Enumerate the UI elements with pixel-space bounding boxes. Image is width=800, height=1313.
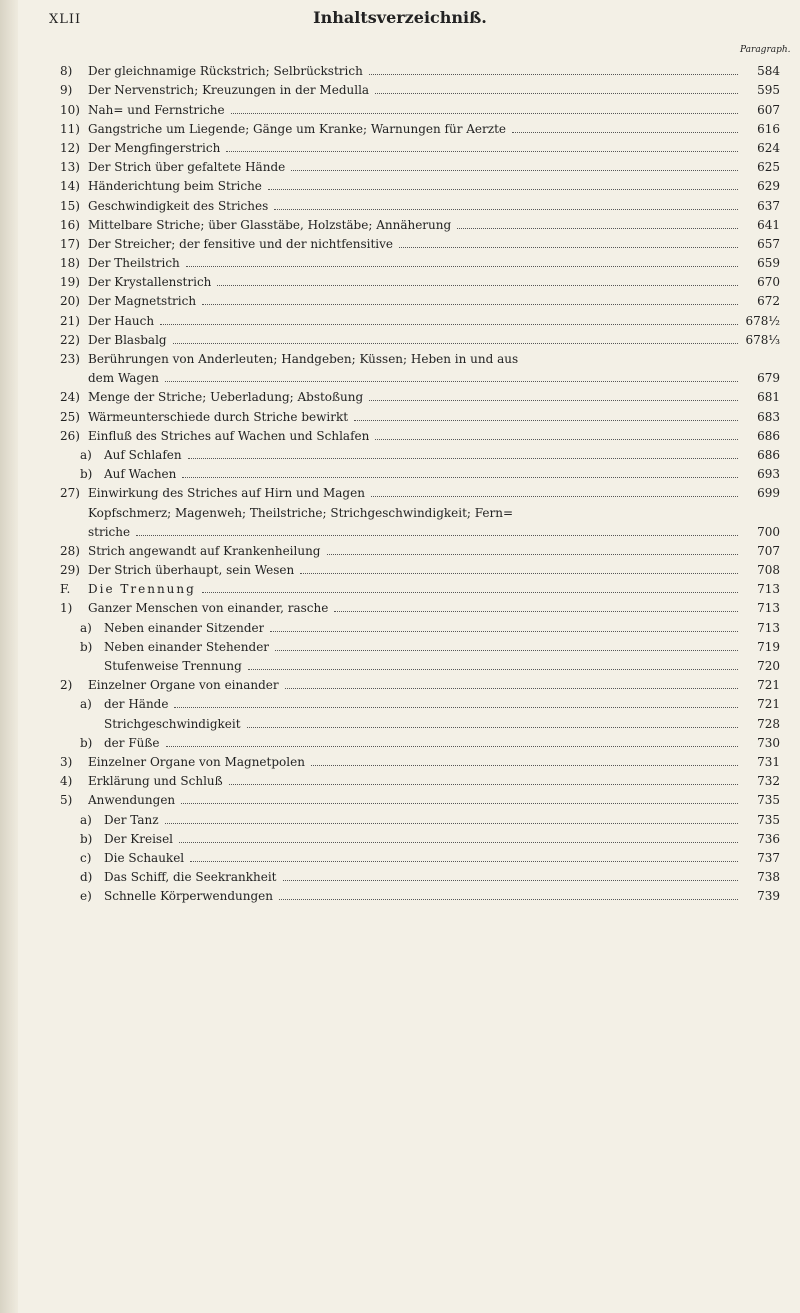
toc-entry [60,444,780,463]
toc-entry [60,290,780,309]
entry-page: 670 [757,275,780,290]
toc-entry [60,60,780,79]
entry-page: 700 [757,524,780,539]
entry-title: Einfluß des Striches auf Wachen und Schlafen [88,428,370,443]
entry-number: F. [60,582,71,597]
entry-number: b) [80,735,93,750]
entry-title: der Hände [104,697,169,712]
toc-entry [60,405,780,424]
entry-number: 27) [60,486,80,501]
entry-number: 19) [60,275,80,290]
toc-entry [60,118,780,137]
entry-page: 699 [757,486,780,501]
dot-leader [165,381,738,382]
entry-page: 678⅓ [745,332,780,347]
toc-entry [60,252,780,271]
entry-number: 17) [60,236,80,251]
entry-page: 735 [757,812,780,827]
dot-leader [182,477,738,478]
toc-entry [60,674,780,693]
entry-page: 686 [757,428,780,443]
entry-page: 607 [757,102,780,117]
dot-leader [369,74,738,75]
dot-leader [181,803,738,804]
dot-leader [188,458,738,459]
entry-title: Der Blasbalg [88,332,167,347]
dot-leader [136,535,738,536]
entry-page: 738 [757,870,780,885]
dot-leader [399,247,738,248]
dot-leader [173,343,738,344]
entry-page: 693 [757,467,780,482]
entry-page: 739 [757,889,780,904]
entry-page: 730 [757,735,780,750]
dot-leader [165,823,738,824]
toc-entry [60,521,780,540]
dot-leader [248,669,738,670]
toc-entry [60,616,780,635]
entry-page: 624 [757,140,780,155]
entry-page: 713 [757,582,780,597]
entry-title: Der gleichnamige Rückstrich; Selbrückstrich [88,64,363,79]
dot-leader [166,746,738,747]
toc-entry [60,386,780,405]
entry-number: 14) [60,179,80,194]
dot-leader [283,880,739,881]
entry-number: a) [80,697,92,712]
entry-number: 9) [60,83,73,98]
toc-entry [60,98,780,117]
dot-leader [275,650,738,651]
entry-page: 686 [757,447,780,462]
toc-entry [60,751,780,770]
entry-title: Menge der Striche; Ueberladung; Abstoßung [88,390,364,405]
entry-number: 16) [60,217,80,232]
toc-entry [60,194,780,213]
entry-page: 616 [757,121,780,136]
entry-title: Neben einander Sitzender [104,620,265,635]
entry-number: 25) [60,409,80,424]
entry-page: 713 [757,601,780,616]
entry-title: Strichgeschwindigkeit [104,716,241,731]
entry-title: Das Schiff, die Seekrankheit [104,870,277,885]
entry-number: 12) [60,140,80,155]
entry-number: 1) [60,601,73,616]
entry-title: Geschwindigkeit des Striches [88,198,269,213]
entry-title: Der Nervenstrich; Kreuzungen in der Medulla [88,83,370,98]
entry-page: 641 [757,217,780,232]
entry-title: Anwendungen [88,793,176,808]
toc-entry [60,712,780,731]
entry-title: Kopfschmerz; Magenweh; Theilstriche; Strichgeschwindigkeit; Fern= [88,505,514,520]
entry-title: dem Wagen [88,371,159,386]
entry-title: Der Theilstrich [88,256,180,271]
toc-entry [60,866,780,885]
page-title: Inhaltsverzeichniß. [313,8,487,27]
dot-leader [375,439,738,440]
dot-leader [229,784,738,785]
entry-page: 736 [757,831,780,846]
dot-leader [369,400,738,401]
toc-entry [60,828,780,847]
entry-title: Der Strich überhaupt, sein Wesen [88,563,295,578]
entry-title: Strich angewandt auf Krankenheilung [88,543,321,558]
entry-page: 735 [757,793,780,808]
entry-title: Händerichtung beim Striche [88,179,262,194]
entry-number: a) [80,620,92,635]
entry-number: 21) [60,313,80,328]
entry-number: 20) [60,294,80,309]
dot-leader [327,554,739,555]
toc-entry [60,732,780,751]
entry-number: 28) [60,543,80,558]
dot-leader [285,688,738,689]
toc-entry [60,808,780,827]
entry-number: 29) [60,563,80,578]
entry-title: Neben einander Stehender [104,639,270,654]
entry-number: 26) [60,428,80,443]
dot-leader [457,228,738,229]
dot-leader [512,132,738,133]
entry-title: Wärmeunterschiede durch Striche bewirkt [88,409,349,424]
entry-number: a) [80,447,92,462]
entry-title: Einzelner Organe von Magnetpolen [88,754,305,769]
toc-entry [60,367,780,386]
entry-page: 721 [757,697,780,712]
dot-leader [279,899,738,900]
entry-number: 5) [60,793,73,808]
entry-title: Die Trennung [88,582,196,597]
toc-entry [60,501,780,520]
toc-entry [60,233,780,252]
entry-number: 22) [60,332,80,347]
entry-title: Der Krystallenstrich [88,275,212,290]
entry-title: Schnelle Körperwendungen [104,889,273,904]
dot-leader [202,592,738,593]
toc-entry [60,329,780,348]
entry-title: Nah= und Fernstriche [88,102,225,117]
toc-entry [60,597,780,616]
entry-number: 23) [60,352,80,366]
dot-leader [270,631,738,632]
dot-leader [268,189,738,190]
entry-number: 11) [60,121,80,136]
dot-leader [354,420,738,421]
toc-entry [60,559,780,578]
entry-page: 679 [757,371,780,386]
entry-number: 18) [60,256,80,271]
toc-entry [60,540,780,559]
entry-number: a) [80,812,92,827]
entry-title: Erklärung und Schluß [88,774,223,789]
toc-entry [60,425,780,444]
entry-number: 3) [60,754,73,769]
entry-page: 713 [757,620,780,635]
entry-title: Auf Schlafen [104,447,182,462]
entry-number: b) [80,467,93,482]
toc-entry [60,636,780,655]
entry-number: 4) [60,774,73,789]
entry-number: 8) [60,64,73,79]
entry-title: Der Streicher; der fensitive und der nichtfensitive [88,236,394,251]
entry-page: 657 [757,236,780,251]
dot-leader [190,861,738,862]
entry-page: 681 [757,390,780,405]
entry-number: d) [80,870,93,885]
entry-page: 707 [757,543,780,558]
dot-leader [217,285,738,286]
entry-page: 678½ [745,313,780,328]
entry-page: 721 [757,678,780,693]
entry-number: 15) [60,198,80,213]
dot-leader [231,113,738,114]
entry-title: Ganzer Menschen von einander, rasche [88,601,329,616]
dot-leader [371,496,738,497]
entry-title: Der Mengfingerstrich [88,140,221,155]
entry-page: 720 [757,659,780,673]
toc-entry [60,847,780,866]
entry-title: Einwirkung des Striches auf Hirn und Magen [88,486,365,501]
dot-leader [334,611,738,612]
entry-page: 731 [757,754,780,769]
entry-title: Einzelner Organe von einander [88,678,279,693]
entry-title: Die Schaukel [104,850,185,865]
entry-title: Der Magnetstrich [88,294,197,309]
table-of-contents [60,60,780,904]
entry-page: 584 [757,64,780,79]
toc-entry [60,482,780,501]
entry-title: Stufenweise Trennung [104,659,242,673]
entry-title: Der Tanz [104,812,159,827]
entry-page: 595 [757,83,780,98]
toc-entry [60,175,780,194]
entry-number: 2) [60,678,73,693]
toc-entry [60,309,780,328]
entry-page: 629 [757,179,780,194]
entry-number: 10) [60,102,80,117]
toc-entry [60,79,780,98]
column-label-paragraph: Paragraph. [740,45,791,55]
entry-page: 728 [757,716,780,731]
entry-title: der Füße [104,735,160,750]
entry-page: 659 [757,256,780,271]
entry-page: 625 [757,160,780,175]
page-number: XLII [49,12,82,27]
dot-leader [160,324,738,325]
dot-leader [375,93,738,94]
entry-page: 672 [757,294,780,309]
entry-number: b) [80,831,93,846]
dot-leader [274,209,738,210]
toc-entry [60,885,780,904]
entry-title: striche [88,524,131,539]
dot-leader [247,727,738,728]
entry-page: 732 [757,774,780,789]
dot-leader [311,765,738,766]
toc-entry [60,770,780,789]
entry-page: 719 [757,639,780,654]
dot-leader [174,707,738,708]
entry-title: Berührungen von Anderleuten; Handgeben; Küssen; Heben in und aus [88,352,519,366]
toc-entry [60,348,780,367]
entry-number: e) [80,889,92,904]
entry-title: Mittelbare Striche; über Glasstäbe, Holzstäbe; Annäherung [88,217,452,232]
entry-page: 683 [757,409,780,424]
toc-entry [60,156,780,175]
entry-number: b) [80,639,93,654]
entry-title: Der Hauch [88,313,155,328]
toc-entry [60,271,780,290]
entry-page: 637 [757,198,780,213]
entry-title: Der Strich über gefaltete Hände [88,160,286,175]
entry-title: Gangstriche um Liegende; Gänge um Kranke; Warnungen für Aerzte [88,121,507,136]
entry-page: 708 [757,563,780,578]
entry-page: 737 [757,850,780,865]
toc-entry [60,463,780,482]
toc-entry [60,789,780,808]
dot-leader [300,573,738,574]
dot-leader [186,266,738,267]
dot-leader [179,842,738,843]
dot-leader [291,170,738,171]
entry-number: 13) [60,160,80,175]
toc-entry [60,693,780,712]
entry-number: 24) [60,390,80,405]
toc-entry [60,578,780,597]
dot-leader [202,304,738,305]
entry-title: Der Kreisel [104,831,174,846]
toc-entry [60,137,780,156]
entry-number: c) [80,850,92,865]
dot-leader [226,151,738,152]
entry-title: Auf Wachen [104,467,177,482]
toc-entry [60,655,780,674]
toc-entry [60,214,780,233]
